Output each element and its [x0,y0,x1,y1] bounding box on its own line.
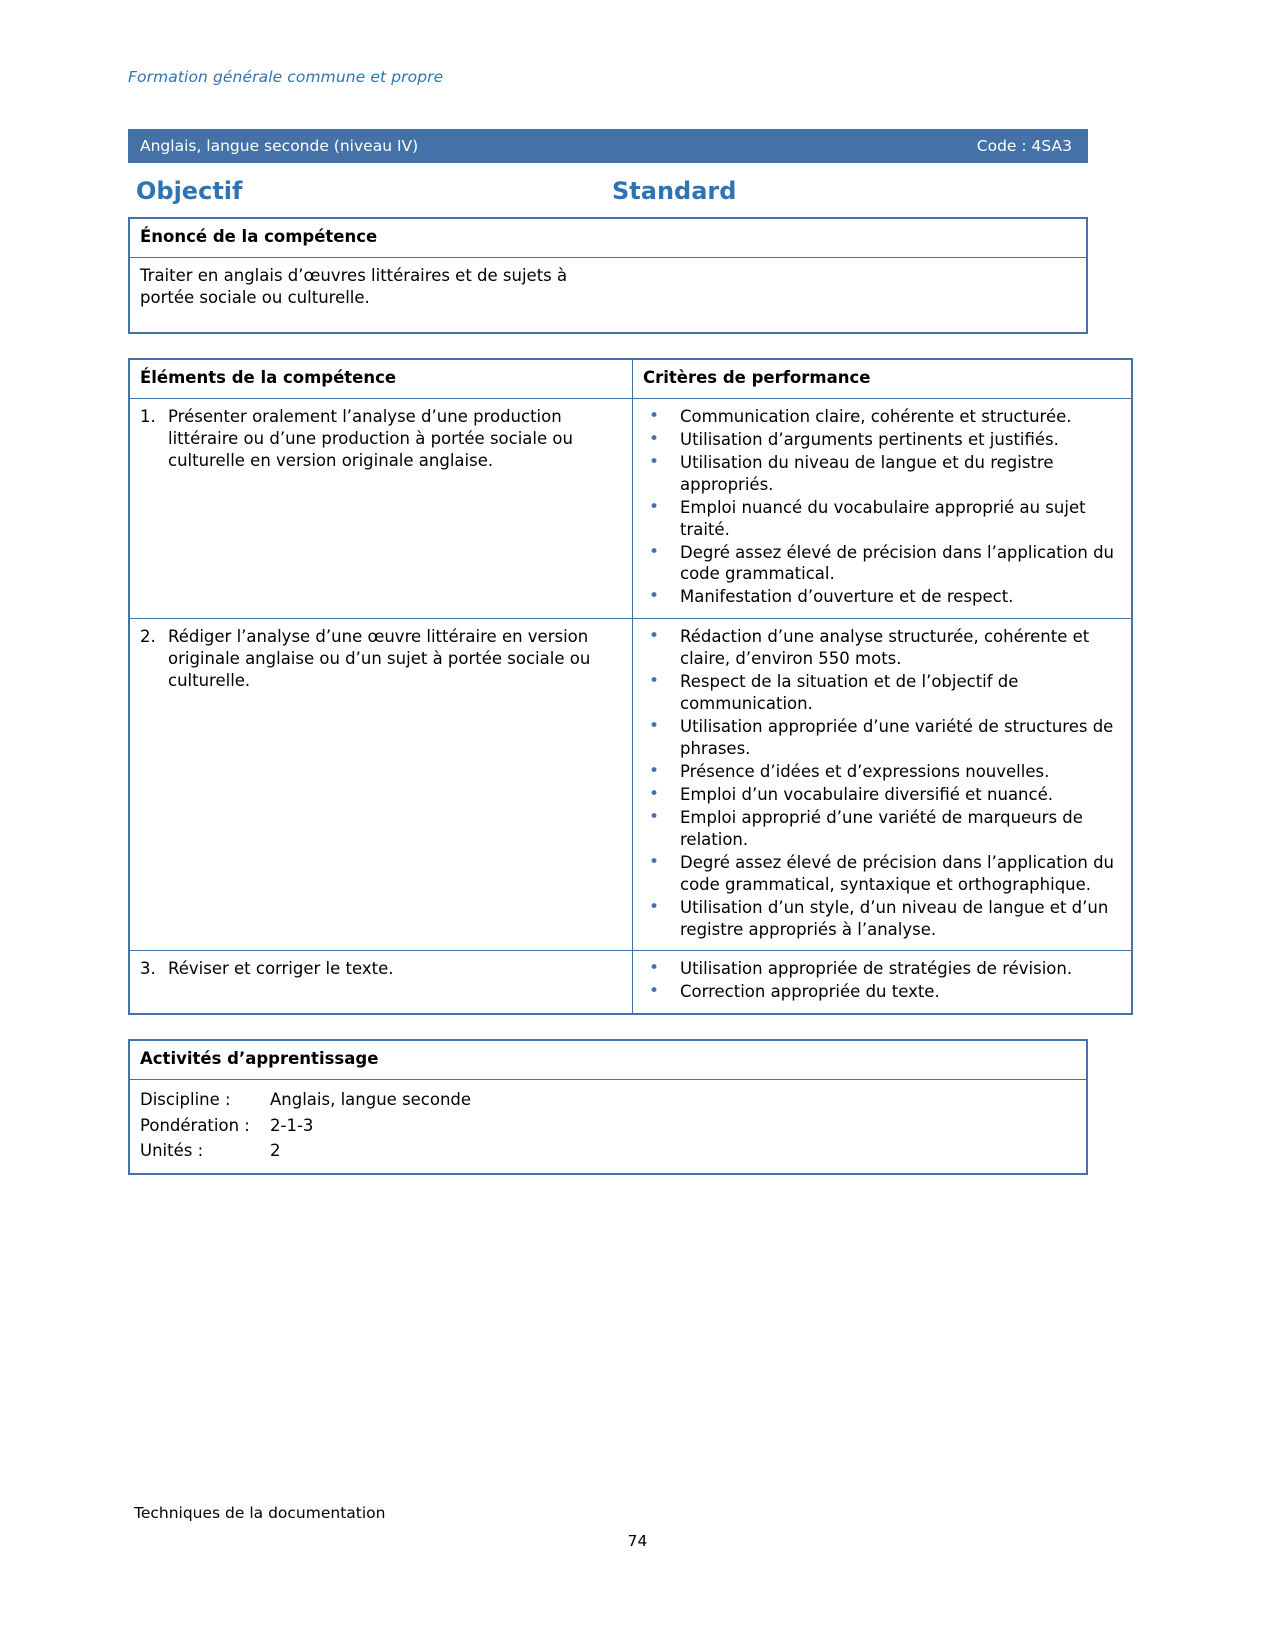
spacer-2 [128,1015,1088,1039]
list-item: • Utilisation appropriée de stratégies de révision. [643,958,1121,980]
objectif-heading [128,177,610,205]
activity-value-unites: 2 [270,1141,281,1161]
learning-activities-header-row [129,1040,1087,1079]
criteria-header: Critères de performance [633,359,1133,398]
course-code: Code : 4SA3 [976,136,1072,155]
element-number-2: 2. [140,627,156,647]
header-note: Formation générale commune et propre [128,68,444,86]
objectif-heading-label: Objectif [136,177,243,205]
list-item: • Emploi d’un vocabulaire diversifié et nuancé. [643,784,1121,806]
standard-heading [610,177,736,205]
element-item-3 [140,958,622,980]
learning-activities-table [128,1039,1088,1175]
list-item: • Utilisation du niveau de langue et du registre appropriés. [643,452,1121,496]
element-item-1 [140,406,622,472]
spacer-1 [128,334,1088,358]
competency-statement-header: Énoncé de la compétence [129,218,1087,257]
activity-line-discipline [140,1087,1076,1113]
competency-statement-table [128,217,1088,334]
column-headings [128,177,1088,205]
elements-criteria-table [128,358,1133,1015]
list-item: • Emploi approprié d’une variété de marqueurs de relation. [643,807,1121,851]
criteria-cell-1 [633,398,1133,618]
course-title: Anglais, langue seconde (niveau IV) [140,136,419,155]
element-number-3: 3. [140,959,156,979]
elements-criteria-header-row [129,359,1132,398]
activity-label-ponderation: Pondération : [140,1115,250,1135]
element-item-2 [140,626,622,692]
activity-value-ponderation: 2-1-3 [270,1115,314,1135]
element-text-3: Réviser et corriger le texte. [168,959,394,979]
list-item: • Présence d’idées et d’expressions nouvelles. [643,761,1121,783]
activity-line-ponderation [140,1113,1076,1139]
page-content [128,0,1115,1175]
competency-statement-header-row [129,218,1087,257]
criteria-list-1 [643,406,1121,608]
list-item: • Utilisation d’arguments pertinents et justifiés. [643,429,1121,451]
element-text-2: Rédiger l’analyse d’une œuvre littéraire en version originale anglaise ou d’un sujet à portée sociale ou culturelle. [168,627,591,691]
element-number-1: 1. [140,406,156,426]
activity-line-unites [140,1138,1076,1164]
criteria-cell-2 [633,619,1133,951]
list-item: • Communication claire, cohérente et structurée. [643,406,1121,428]
list-item: • Manifestation d’ouverture et de respect. [643,586,1121,608]
criteria-list-2 [643,626,1121,940]
list-item: • Correction appropriée du texte. [643,981,1121,1003]
list-item: • Respect de la situation et de l’objectif de communication. [643,671,1121,715]
list-item: • Utilisation d’un style, d’un niveau de langue et d’un registre appropriés à l’analyse. [643,897,1121,941]
learning-activities-cell [129,1080,1087,1174]
element-cell-1 [129,398,633,618]
table-row [129,951,1132,1014]
standard-heading-label: Standard [612,177,737,205]
list-item: • Rédaction d’une analyse structurée, cohérente et claire, d’environ 550 mots. [643,626,1121,670]
table-row [129,619,1132,951]
competency-statement-row [129,257,1087,333]
element-text-1: Présenter oralement l’analyse d’une production littéraire ou d’une production à portée sociale ou culturelle en version originale anglaise. [168,406,573,470]
element-cell-3 [129,951,633,1014]
competency-statement-text [129,257,1087,333]
activity-value-discipline: Anglais, langue seconde [270,1090,472,1110]
table-row [129,398,1132,618]
list-item: • Degré assez élevé de précision dans l’application du code grammatical. [643,542,1121,586]
footer-program: Techniques de la documentation [134,1504,386,1522]
criteria-cell-3 [633,951,1133,1014]
course-code-bar [128,129,1088,163]
element-cell-2 [129,619,633,951]
learning-activities-header: Activités d’apprentissage [129,1040,1087,1079]
criteria-list-3 [643,958,1121,1003]
activity-label-discipline: Discipline : [140,1090,231,1110]
footer-page-number: 74 [627,1532,648,1550]
competency-statement-text-inner: Traiter en anglais d’œuvres littéraires et de sujets à portée sociale ou culturelle. [140,265,568,307]
activity-label-unites: Unités : [140,1141,204,1161]
list-item: • Degré assez élevé de précision dans l’application du code grammatical, syntaxique et orthographique. [643,852,1121,896]
elements-header: Éléments de la compétence [129,359,633,398]
learning-activities-row [129,1080,1087,1174]
list-item: • Emploi nuancé du vocabulaire approprié au sujet traité. [643,497,1121,541]
list-item: • Utilisation appropriée d’une variété de structures de phrases. [643,716,1121,760]
